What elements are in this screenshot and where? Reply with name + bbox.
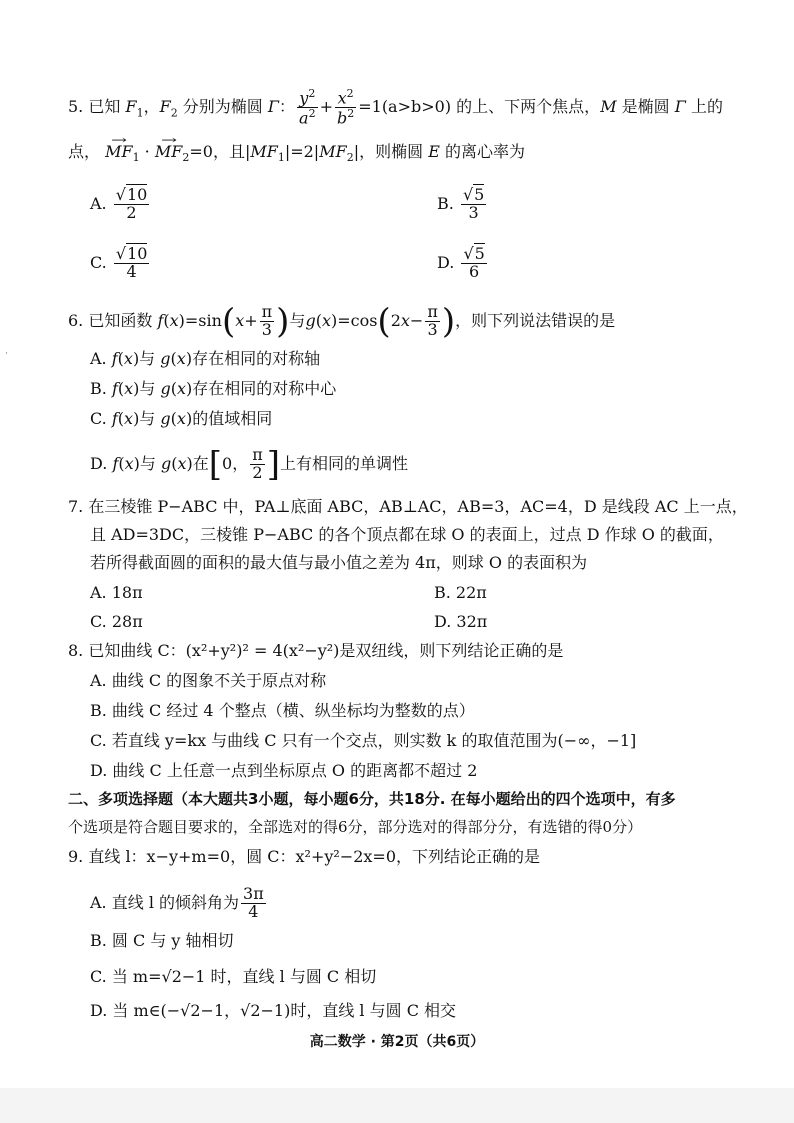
q8-stem: 8. 已知曲线 C：(x²+y²)² = 4(x²−y²)是双纽线，则下列结论正确的是 [68, 641, 564, 660]
q8-option-c: C. 若直线 y=kx 与曲线 C 只有一个交点，则实数 k 的取值范围为(−∞，−1] [90, 731, 637, 750]
section-2-header: 二、多项选择题（本大题共3小题，每小题6分，共18分. 在每小题给出的四个选项中，有多 [68, 790, 676, 808]
q9-stem: 9. 直线 l：x−y+m=0，圆 C：x²+y²−2x=0，下列结论正确的是 [68, 847, 541, 866]
q5-option-c: C. $\frac{√10}{4}$ [90, 244, 148, 281]
bottom-margin [0, 1088, 794, 1123]
q7-option-d: D. 32π [434, 612, 488, 631]
q7-line2: 且 AD=3DC，三棱锥 P−ABC 的各个顶点都在球 O 的表面上，过点 D 作球 O 的截面， [90, 525, 724, 544]
q8-option-b: B. 曲线 C 经过 4 个整点（横、纵坐标均为整数的点） [90, 701, 475, 720]
q7-option-c: C. 28π [90, 612, 143, 631]
q9-option-b: B. 圆 C 与 y 轴相切 [90, 931, 234, 950]
q5-frac-y: $\frac{y^2}{a^2}$ [299, 87, 316, 128]
q5-line1: 5. 已知 $F_1$，$F_2$ 分别为椭圆 Γ： $\frac{y^2}{a^2}$ + $\frac{x^2}{b^2}$ =1(a>b>0) 的上、下两个焦点，M 是椭圆 Γ 上的 [68, 87, 723, 128]
q7-option-a: A. 18π [90, 583, 143, 602]
q7-line1: 7. 在三棱锥 P−ABC 中，PA⊥底面 ABC，AB⊥AC，AB=3，AC=4，D 是线段 AC 上一点， [68, 497, 748, 516]
q9-option-a: A. 直线 l 的倾斜角为 $\frac{3\pi}{4}$ [90, 884, 264, 921]
q5-option-a: A. $\frac{√10}{2}$ [90, 185, 148, 222]
q6-option-d: D. f(x)与 g(x)在[0， $\frac{\pi}{2}$ ]上有相同的单调性 [90, 444, 409, 485]
q9-option-c: C. 当 m=√2−1 时，直线 l 与圆 C 相切 [90, 967, 377, 986]
q5-frac-x: $\frac{x^2}{b^2}$ [336, 87, 355, 128]
q5-line2: 点， → $MF_1$ · → $MF_2=0$，且$|MF_1|=2|MF_2|$，则椭圆 E 的离心率为 [68, 141, 525, 169]
margin-mark: ˙ [4, 352, 9, 363]
q8-option-a: A. 曲线 C 的图象不关于原点对称 [90, 671, 327, 690]
q7-option-b: B. 22π [434, 583, 487, 602]
q5-option-b: B. $\frac{√5}{3}$ [437, 185, 485, 222]
q6-stem: 6. 已知函数 f(x)=sin(x+ $\frac{\pi}{3}$ )与g(x)=cos(2x− $\frac{\pi}{3}$ )，则下列说法错误的是 [68, 301, 616, 342]
q9-option-d: D. 当 m∈(−√2−1，√2−1)时，直线 l 与圆 C 相交 [90, 1001, 457, 1020]
page-footer: 高二数学 · 第2页（共6页） [309, 1034, 485, 1050]
q5-option-d: D. $\frac{√5}{6}$ [437, 244, 485, 281]
section-2-instructions: 个选项是符合题目要求的，全部选对的得6分，部分选对的得部分分，有选错的得0分） [68, 818, 643, 836]
q7-line3: 若所得截面圆的面积的最大值与最小值之差为 4π，则球 O 的表面积为 [90, 553, 588, 572]
q6-option-b: B. f(x)与 g(x)存在相同的对称中心 [90, 379, 337, 398]
q6-option-a: A. f(x)与 g(x)存在相同的对称轴 [90, 349, 321, 368]
q6-option-c: C. f(x)与 g(x)的值域相同 [90, 409, 273, 428]
q8-option-d: D. 曲线 C 上任意一点到坐标原点 O 的距离都不超过 2 [90, 761, 478, 780]
